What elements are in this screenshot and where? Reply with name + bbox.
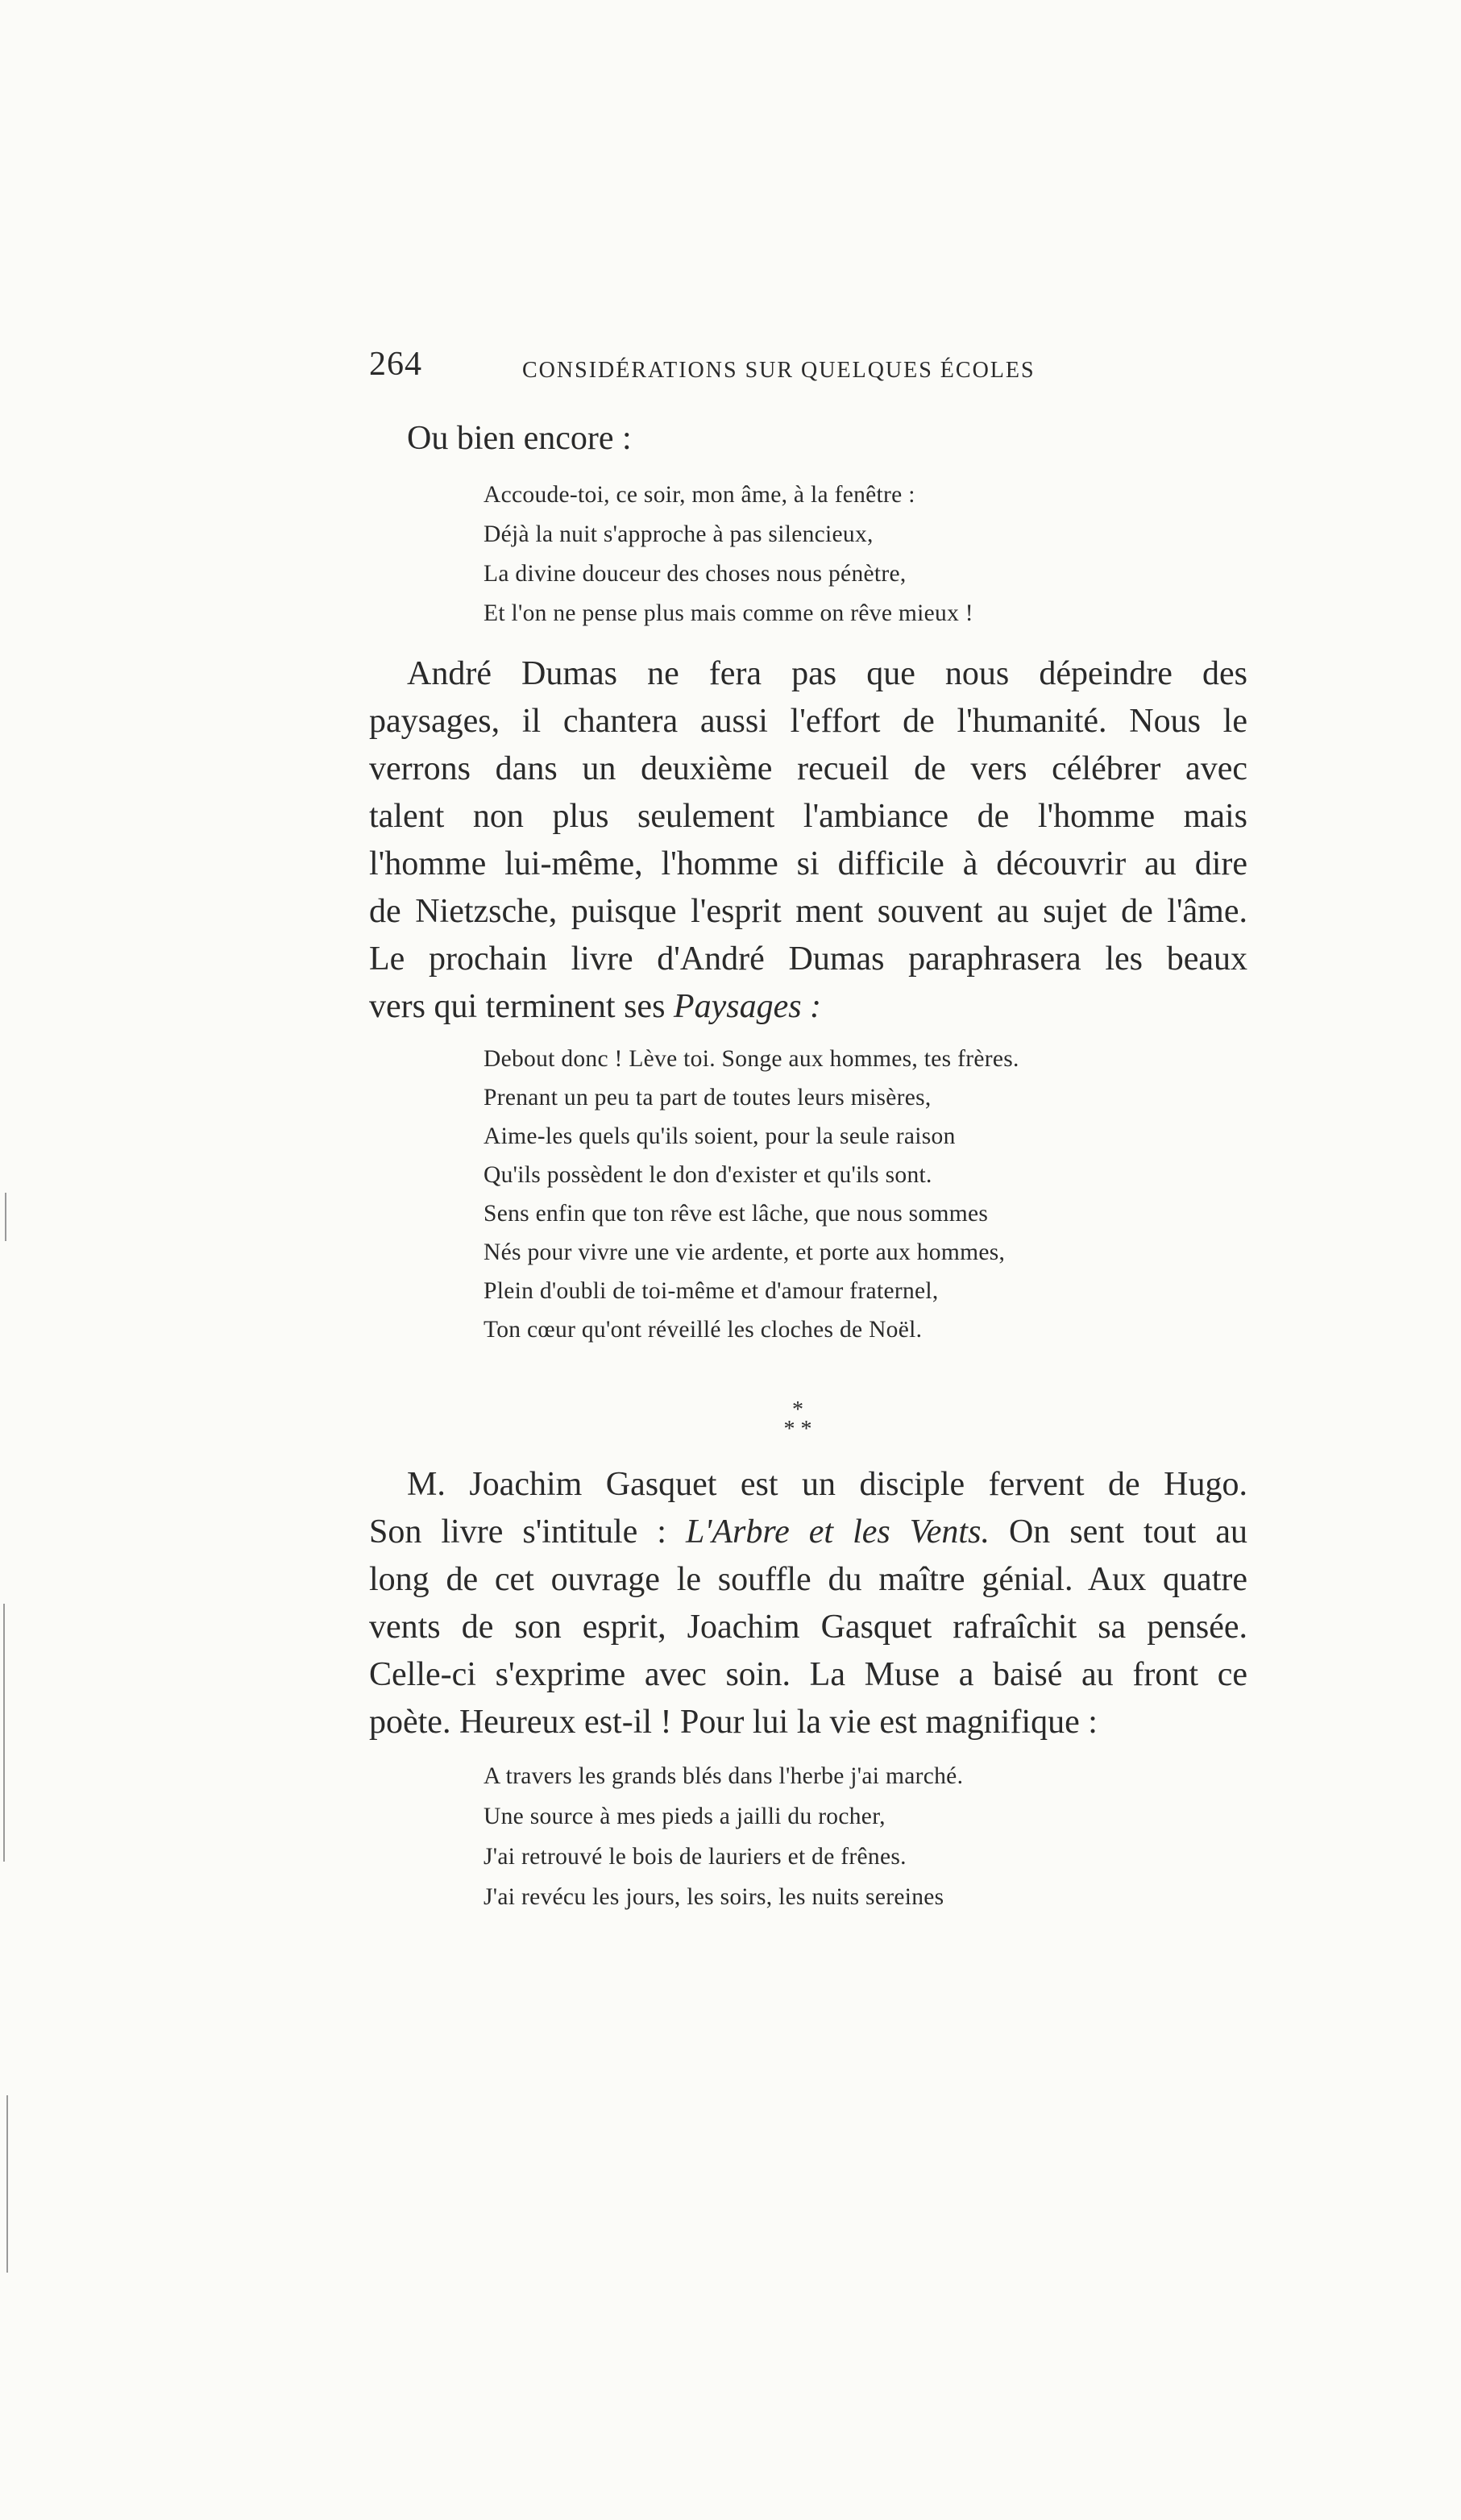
- verse-line: J'ai retrouvé le bois de lauriers et de frênes.: [484, 1844, 907, 1870]
- verse-line: Et l'on ne pense plus mais comme on rêve mieux !: [484, 600, 973, 626]
- running-head: CONSIDÉRATIONS SUR QUELQUES ÉCOLES: [522, 358, 1036, 383]
- book-title: Paysages :: [673, 988, 822, 1025]
- separator-star-top: *: [792, 1397, 803, 1422]
- text-run: On sent tout au: [989, 1513, 1248, 1551]
- section-separator: [753, 1397, 842, 1442]
- verse-line: Aime-les quels qu'ils soient, pour la seule raison: [484, 1123, 956, 1149]
- verse-line: Déjà la nuit s'approche à pas silencieux,: [484, 521, 874, 547]
- intro-label: Ou bien encore :: [407, 420, 632, 457]
- verse-line: Accoude-toi, ce soir, mon âme, à la fenêtre :: [484, 482, 915, 508]
- scan-mark: [6, 2095, 8, 2273]
- paragraph-line: M. Joachim Gasquet est un disciple fervent de Hugo.: [407, 1466, 1247, 1503]
- paragraph-line: long de cet ouvrage le souffle du maître génial. Aux quatre: [369, 1561, 1247, 1598]
- paragraph-line: verrons dans un deuxième recueil de vers célébrer avec: [369, 750, 1247, 787]
- verse-line: Une source à mes pieds a jailli du rocher,: [484, 1804, 886, 1829]
- verse-line: Ton cœur qu'ont réveillé les cloches de Noël.: [484, 1317, 923, 1343]
- paragraph-line: vents de son esprit, Joachim Gasquet rafraîchit sa pensée.: [369, 1609, 1247, 1646]
- paragraph-line: talent non plus seulement l'ambiance de l'homme mais: [369, 798, 1247, 835]
- verse-line: Qu'ils possèdent le don d'exister et qu'ils sont.: [484, 1162, 932, 1188]
- verse-line: Debout donc ! Lève toi. Songe aux hommes, tes frères.: [484, 1046, 1019, 1072]
- separator-star-bottom: * *: [783, 1417, 812, 1442]
- paragraph-line: [369, 987, 821, 1026]
- paragraph-line: paysages, il chantera aussi l'effort de l'humanité. Nous le: [369, 703, 1247, 740]
- paragraph-line: l'homme lui-même, l'homme si difficile à découvrir au dire: [369, 845, 1247, 882]
- verse-line: Prenant un peu ta part de toutes leurs misères,: [484, 1085, 932, 1111]
- verse-line: Nés pour vivre une vie ardente, et porte aux hommes,: [484, 1239, 1006, 1265]
- paragraph-line: Le prochain livre d'André Dumas paraphrasera les beaux: [369, 940, 1247, 978]
- text-run: vers qui terminent ses: [369, 988, 674, 1025]
- text-run: Son livre s'intitule :: [369, 1513, 686, 1551]
- verse-line: J'ai revécu les jours, les soirs, les nuits sereines: [484, 1884, 944, 1910]
- page-header: [369, 345, 1094, 393]
- book-title: L'Arbre et les Vents.: [685, 1513, 990, 1551]
- verse-line: Sens enfin que ton rêve est lâche, que nous sommes: [484, 1201, 989, 1227]
- verse-line: La divine douceur des choses nous pénètre,: [484, 561, 907, 587]
- scan-mark: [3, 1604, 5, 1862]
- page-number: 264: [369, 346, 422, 383]
- verse-line: A travers les grands blés dans l'herbe j'ai marché.: [484, 1763, 964, 1789]
- paragraph-line: André Dumas ne fera pas que nous dépeindre des: [407, 655, 1247, 692]
- paragraph-line: poète. Heureux est-il ! Pour lui la vie est magnifique :: [369, 1704, 1098, 1741]
- verse-line: Plein d'oubli de toi-même et d'amour fraternel,: [484, 1278, 939, 1304]
- scan-mark: [5, 1193, 6, 1241]
- paragraph-line: de Nietzsche, puisque l'esprit ment souvent au sujet de l'âme.: [369, 893, 1247, 930]
- paragraph-line: Celle-ci s'exprime avec soin. La Muse a baisé au front ce: [369, 1656, 1247, 1693]
- paragraph-line: [369, 1513, 1247, 1551]
